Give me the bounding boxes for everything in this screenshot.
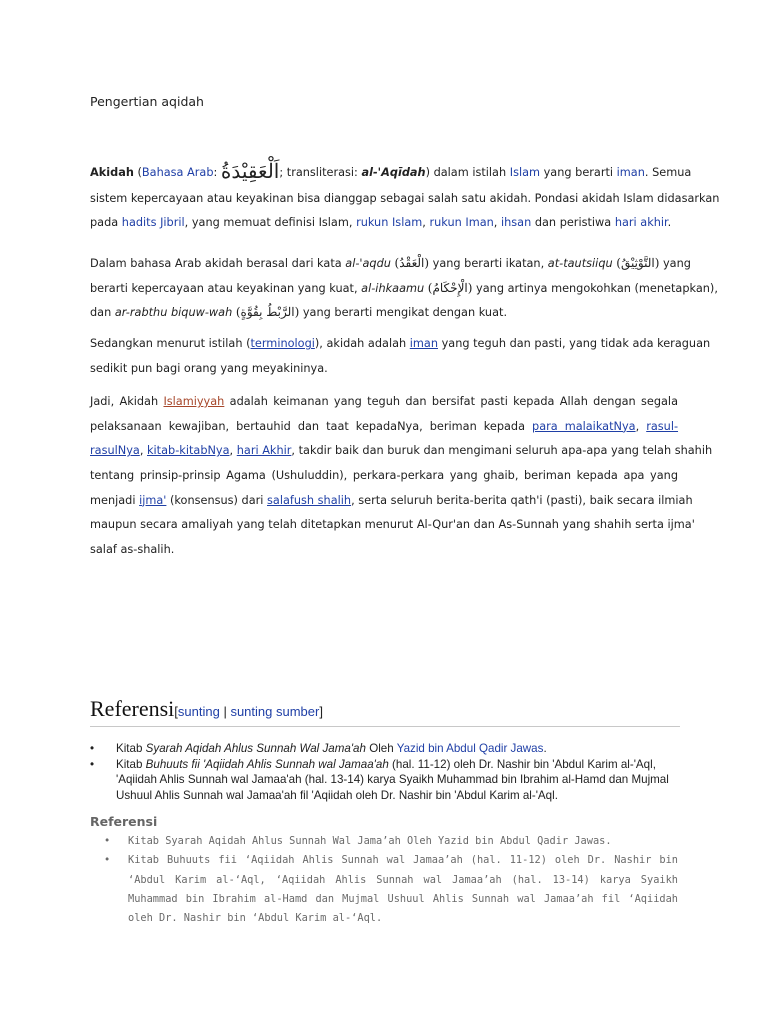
text: Kitab Buhuuts fii ‘Aqiidah Ahlis Sunnah wal Jamaa’ah (hal. 11-12) oleh Dr. Nashir bin ‘Abdul Karim al-‘Aql, ‘Aqiidah Ahlis Sunnah wal Jamaa’ah (hal. 13-14) karya Syaikh Muhammad bin Ibrahim al-Hamd dan Mujmal Ushuul Ahlis Sunnah wal Jamaa’ah fil ‘Aqiidah oleh Dr. Nashir bin ‘Abdul Karim al-‘Aql.	[128, 854, 678, 925]
link-islam[interactable]: Islam	[509, 166, 541, 179]
arabic-al-aqdu: (الْعَقْدُ)	[394, 256, 430, 270]
paragraph-line: sistem kepercayaan atau keyakinan bisa dianggap sebagai salah satu akidah. Pondasi akidah Islam didasarkan	[90, 191, 720, 205]
link-ijma[interactable]: ijma'	[139, 493, 167, 507]
link-hari-akhir[interactable]: hari akhir	[614, 216, 668, 230]
paragraph-line	[90, 211, 678, 236]
text: ,	[635, 419, 640, 433]
link-terminologi[interactable]: terminologi	[250, 337, 315, 350]
text: , yang memuat definisi Islam,	[184, 216, 353, 230]
text: berarti kepercayaan atau keyakinan yang kuat,	[90, 281, 358, 295]
arabic-at-tautsiiqu: (التَّوْثِيْقُ)	[616, 256, 660, 270]
bullet: •	[104, 854, 111, 867]
text: yang teguh dan pasti, yang tidak ada keraguan	[441, 337, 711, 350]
paragraph-line	[90, 439, 713, 464]
text: pada	[90, 216, 119, 230]
paragraph-line	[90, 390, 678, 415]
text: Kitab	[116, 757, 143, 771]
paragraph-line	[90, 415, 678, 440]
link-bahasa-arab[interactable]: Bahasa Arab	[141, 166, 214, 179]
term-al-aqdu: al-'aqdu	[345, 257, 391, 270]
text: adalah keimanan yang teguh dan bersifat pasti kepada Allah dengan segala	[229, 395, 678, 408]
link-sunting[interactable]: sunting	[177, 704, 220, 719]
book-title: Buhuuts fii 'Aqiidah Ahlis Sunnah wal Jamaa'ah	[145, 757, 389, 771]
paragraph-line	[90, 157, 692, 183]
link-rukun-iman[interactable]: rukun Iman	[429, 216, 494, 230]
bullet: •	[90, 742, 95, 755]
text: (hal. 11-12) oleh Dr. Nashir bin 'Abdul Karim al-'Aql, 'Aqiidah Ahlis Sunnah wal Jamaa'ah (hal. 13-14) karya Syaikh Muhammad bin Ibrahim al-Hamd dan Mujmal Ushuul Ahlis Sunnah wal Jamaa'ah fil 'Aqiidah oleh Dr. Nashir bin 'Abdul Karim al-'Aql.	[116, 757, 669, 802]
link-iman[interactable]: iman	[616, 166, 645, 179]
paragraph-line	[90, 332, 711, 357]
text: (konsensus) dari	[170, 493, 264, 507]
text: ,	[493, 216, 498, 230]
text: yang berarti ikatan,	[432, 257, 545, 270]
link-ihsan[interactable]: ihsan	[500, 216, 532, 230]
bullet: •	[104, 835, 111, 847]
heading-title: Referensi	[90, 696, 175, 721]
text: pelaksanaan kewajiban, bertauhid dan taat kepadaNya, beriman kepada	[90, 419, 526, 433]
link-islamiyyah[interactable]: Islamiyyah	[163, 395, 225, 408]
paragraph-terminology	[90, 332, 711, 381]
edit-links	[174, 704, 323, 719]
link-para-malaikatnya[interactable]: para malaikatNya	[532, 419, 636, 433]
paragraph-line: tentang prinsip-prinsip Agama (Ushuluddin), perkara-perkara yang ghaib, beriman kepada apa yang	[90, 469, 678, 483]
link-rasul[interactable]: rasul-	[646, 419, 679, 433]
text: .	[667, 216, 672, 230]
list-item	[90, 741, 680, 757]
text: transliterasi:	[286, 166, 358, 179]
arabic-word: اَلْعَقِيْدَةُ	[220, 159, 280, 183]
text: |	[219, 704, 231, 719]
section-heading-referensi	[90, 696, 680, 727]
text: Jadi, Akidah	[90, 395, 159, 408]
text: yang artinya mengokohkan (menetapkan),	[476, 281, 718, 295]
term-at-tautsiiqu: at-tautsiiqu	[547, 257, 613, 270]
text: ,	[229, 444, 234, 458]
text: ) dalam istilah	[425, 166, 507, 179]
link-iman[interactable]: iman	[409, 337, 438, 350]
paragraph-line: maupun secara amaliyah yang telah ditetapkan menurut Al-Qur'an dan As-Sunnah yang shahih serta ijma'	[90, 518, 695, 532]
paragraph-line	[90, 300, 678, 325]
list-item	[104, 851, 678, 928]
paragraph-line: salaf as-shalih.	[90, 543, 175, 557]
text: yang	[663, 257, 691, 270]
link-rasulnya[interactable]: rasulNya	[90, 444, 140, 458]
text: .	[543, 742, 547, 755]
paragraph-line	[90, 251, 691, 276]
text: Kitab Syarah Aqidah Ahlus Sunnah Wal Jama’ah Oleh Yazid bin Abdul Qadir Jawas.	[128, 835, 612, 847]
book-title: Syarah Aqidah Ahlus Sunnah Wal Jama'ah	[145, 742, 366, 755]
text: ,	[422, 216, 426, 230]
text: yang berarti	[543, 166, 614, 179]
text: :	[213, 166, 218, 179]
text: (	[133, 166, 142, 179]
paragraph-line	[90, 489, 693, 514]
text: dan	[90, 306, 112, 320]
list-item	[90, 757, 680, 804]
paragraph-line: sedikit pun bagi orang yang meyakininya.	[90, 361, 328, 375]
text: [	[174, 704, 178, 719]
text: ), akidah adalah	[314, 337, 407, 350]
text: Oleh	[369, 742, 394, 755]
page-title: Pengertian aqidah	[90, 94, 204, 109]
link-rukun-islam[interactable]: rukun Islam	[356, 216, 423, 230]
reference-list-plain	[104, 832, 678, 928]
text: , takdir baik dan buruk dan mengimani seluruh apa-apa yang telah shahih	[291, 444, 713, 458]
arabic-al-ihkaamu: (الْإِحْكَامُ)	[427, 280, 473, 295]
text: ;	[279, 166, 284, 179]
link-hari-akhir[interactable]: hari Akhir	[236, 444, 292, 458]
term-ar-rabthu: ar-rabthu biquw-wah	[114, 306, 233, 320]
paragraph-line	[90, 276, 718, 301]
text: ]	[319, 704, 323, 719]
reference-list	[90, 741, 680, 803]
text: Kitab	[116, 742, 143, 755]
link-yazid-bin-abdul-qadir-jawas[interactable]: Yazid bin Abdul Qadir Jawas	[396, 742, 544, 755]
term-al-ihkaamu: al-ihkaamu	[361, 281, 425, 295]
link-sunting-sumber[interactable]: sunting sumber	[230, 704, 320, 719]
term-akidah: Akidah	[90, 166, 134, 179]
text: , serta seluruh berita-berita qath'i (pasti), baik secara ilmiah	[351, 493, 693, 507]
text: ,	[139, 444, 144, 458]
text: menjadi	[90, 493, 136, 507]
text: Dalam bahasa Arab akidah berasal dari kata	[90, 257, 342, 270]
arabic-ar-rabthu: (الرَّبْطُ بِقُوَّةٍ)	[235, 305, 300, 320]
transliteration: al-'Aqīdah	[361, 166, 426, 179]
text: . Semua	[644, 166, 692, 179]
paragraph-akidah-definition	[90, 157, 720, 236]
text: dan peristiwa	[534, 216, 612, 230]
paragraph-akidah-islamiyyah	[90, 390, 713, 563]
subheading-referensi: Referensi	[90, 814, 158, 829]
text: Sedangkan menurut istilah (	[90, 337, 251, 350]
link-hadits-jibril[interactable]: hadits Jibril	[121, 216, 185, 230]
bullet: •	[90, 757, 95, 771]
link-salafush-shalih[interactable]: salafush shalih	[267, 493, 352, 507]
link-kitab-kitabnya[interactable]: kitab-kitabNya	[147, 444, 230, 458]
paragraph-etymology	[90, 251, 718, 325]
list-item	[104, 832, 678, 851]
text: yang berarti mengikat dengan kuat.	[302, 306, 508, 320]
